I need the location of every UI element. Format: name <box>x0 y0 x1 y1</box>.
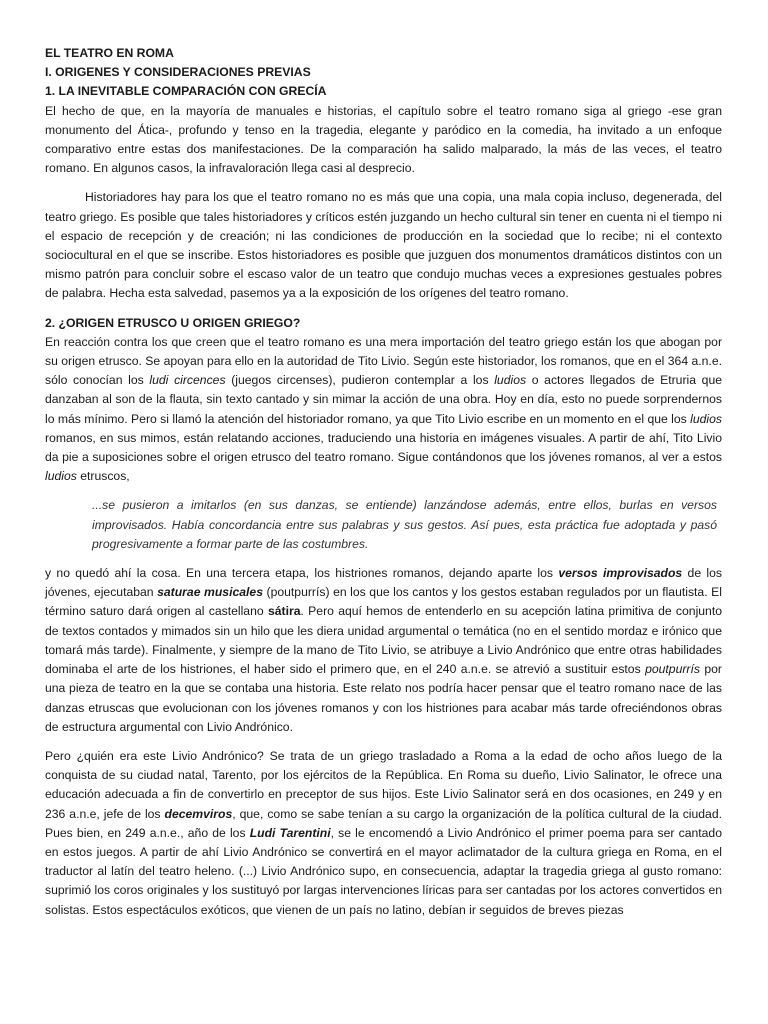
paragraph: y no quedó ahí la cosa. En una tercera etapa, los histriones romanos, dejando aparte los versos improvisados de los jóvenes, ejecutaban saturae musicales (poutpurrís) en los que los cantos y los gestos estaban regulados por un flautista. El término saturo dará origen al castellano sátira. Pero aquí hemos de entenderlo en su acepción latina primitiva de conjunto de textos contados y mimados sin un hilo que les diera unidad argumental o temática (no en el sentido mordaz e irónico que tomará más tarde). Finalmente, y siempre de la mano de Tito Livio, se atribuye a Livio Andrónico que entre otras habilidades dominaba el arte de los histriones, el haber sido el primero que, en el 240 a.n.e. se atrevió a sustituir estos poutpurrís por una pieza de teatro en la que se contaba una historia. Este relato nos podría hacer pensar que el teatro romano nace de las danzas etruscas que evolucionan con los jóvenes romanos y con los histriones para acabar más tarde ofreciéndonos obras de estructura argumental con Livio Andrónico. <box>45 566 723 734</box>
subsection-heading: 2. ¿ORIGEN ETRUSCO U ORIGEN GRIEGO? <box>45 315 301 330</box>
paragraph: El hecho de que, en la mayoría de manuales e historias, el capítulo sobre el teatro romano siga al griego -ese gran monumento del Ática-, profundo y tenso en la tragedia, elegante y paródico en la comedia, ha invitado a un enfoque comparativo entre estas dos manifestaciones. De la comparación ha salido malparado, la más de las veces, el teatro romano. En algunos casos, la infravaloración llega casi al desprecio. <box>45 103 722 176</box>
latin-term: ludios <box>45 469 77 484</box>
section-heading: I. ORIGENES Y CONSIDERACIONES PREVIAS <box>45 65 311 80</box>
document-page <box>45 44 722 920</box>
emphasized-term: versos improvisados <box>558 566 683 581</box>
latin-term: ludios <box>494 373 527 388</box>
emphasized-term: Ludi Tarentini <box>249 825 331 840</box>
emphasized-term: sátira <box>267 604 301 619</box>
block-quote: ...se pusieron a imitarlos (en sus danzas, se entiende) lanzándose además, entre ellos, burlas en versos improvisados. Había concordancia entre sus palabras y sus gestos. Así pues, esta práctica fue adoptada y pasó progresivamente a formar parte de las costumbres. <box>92 498 717 551</box>
emphasized-term: decemviros <box>164 806 233 821</box>
document-title: EL TEATRO EN ROMA <box>45 46 174 60</box>
emphasized-term: saturae musicales <box>157 585 263 600</box>
latin-term: poutpurrís <box>645 662 700 677</box>
paragraph: Pero ¿quién era este Livio Andrónico? Se trata de un griego trasladado a Roma a la edad de ocho años luego de la conquista de su ciudad natal, Tarento, por los ejércitos de la República. En Roma su dueño, Livio Salinator, le ofrece una educación adecuada a fin de convertirlo en preceptor de sus hijos. Este Livio Salinator será en dos ocasiones, en 249 y en 236 a.n.e, jefe de los decemviros, que, como se sabe tenían a su cargo la organización de la política cultural de la ciudad. Pues bien, en 249 a.n.e., año de los Ludi Tarentini, se le encomendó a Livio Andrónico el primer poema para ser cantado en estos juegos. A partir de ahí Livio Andrónico se convertirá en el mayor aclimatador de la cultura griega en Roma, en el traductor al latín del teatro heleno. (...) Livio Andrónico supo, en consecuencia, adaptar la tragedia griega al gusto romano: suprimió los coros originales y los sustituyó por largas intervenciones líricas para ser cantadas por los actores convertidos en solistas. Estos espectáculos exóticos, que vienen de un país no latino, debían ir seguidos de breves piezas <box>45 748 722 917</box>
paragraph: Historiadores hay para los que el teatro romano no es más que una copia, una mala copia incluso, degenerada, del teatro griego. Es posible que tales historiadores y críticos estén juzgando un hecho cultural sin tener en cuenta ni el tiempo ni el espacio de recepción y de creación; ni las condiciones de producción en la sociedad que lo recibe; ni el contexto sociocultural en el que se inscribe. Estos historiadores es posible que juzguen dos monumentos dramáticos distintos con un mismo patrón para concluir sobre el escaso valor de un teatro que condujo muchas veces a expresiones gestuales pobres de palabra. Hecha esta salvedad, pasemos ya a la exposición de los orígenes del teatro romano. <box>45 190 722 301</box>
latin-term: ludi circences <box>149 373 226 388</box>
paragraph: En reacción contra los que creen que el teatro romano es una mera importación del teatro griego están los que abogan por su origen etrusco. Se apoyan para ello en la autoridad de Tito Livio. Según este historiador, los romanos, que en el 364 a.n.e. sólo conocían los ludi circences (juegos circenses), pudieron contemplar a los ludios o actores llegados de Etruria que danzaban al son de la flauta, sin texto cantado y sin mimar la acción de una obra. Hoy en día, esto no puede sorprendernos lo más mínimo. Pero si llamó la atención del historiador romano, ya que Tito Livio escribe en un momento en el que los ludios romanos, en sus mimos, están relatando acciones, traduciendo una historia en imágenes visuales. A partir de ahí, Tito Livio da pie a suposiciones sobre el origen etrusco del teatro romano. Sigue contándonos que los jóvenes romanos, al ver a estos ludios etruscos, <box>45 334 723 484</box>
subsection-heading: 1. LA INEVITABLE COMPARACIÓN CON GRECÍA <box>45 84 327 99</box>
latin-term: ludios <box>690 411 722 426</box>
